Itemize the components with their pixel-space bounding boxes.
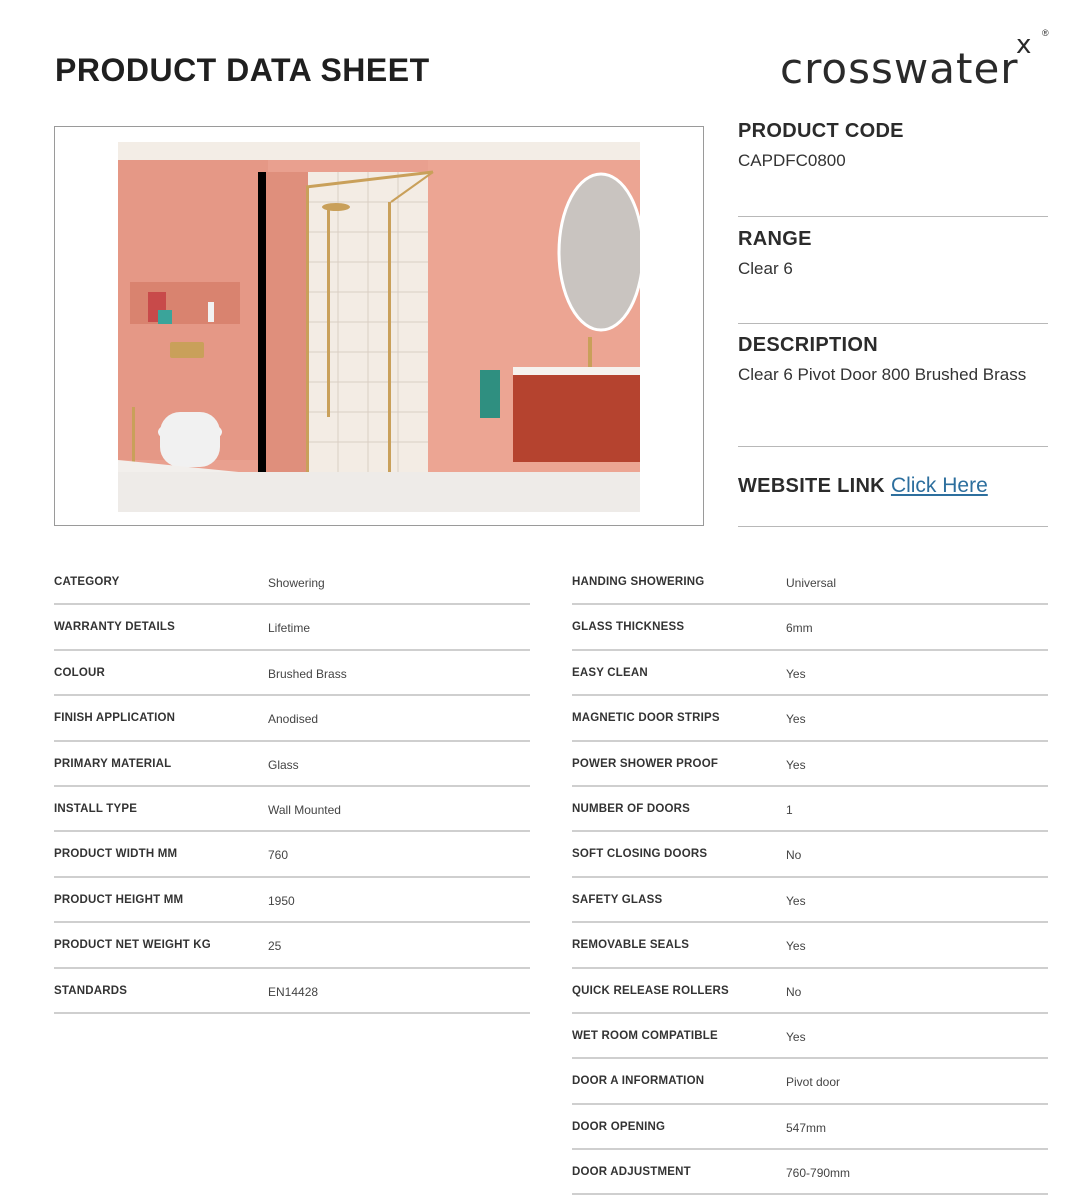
- table-row: [54, 560, 530, 605]
- product-image-frame: [54, 126, 704, 526]
- product-code-value: CAPDFC0800: [738, 151, 846, 170]
- spec-value: Anodised: [268, 712, 319, 727]
- divider: [738, 446, 1048, 447]
- brand-x-mark-icon: x: [1016, 30, 1032, 60]
- spec-value: No: [786, 984, 802, 999]
- spec-key: WARRANTY DETAILS: [54, 621, 175, 634]
- table-row: [572, 560, 1048, 605]
- website-link-block: [738, 474, 1048, 498]
- table-row: [572, 696, 1048, 741]
- spec-value: 760-790mm: [786, 1166, 851, 1181]
- table-row: [54, 969, 530, 1014]
- divider: [738, 216, 1048, 217]
- table-row: [572, 651, 1048, 696]
- spec-value: Brushed Brass: [268, 666, 347, 681]
- product-image: [118, 142, 640, 512]
- table-row: [54, 878, 530, 923]
- spec-table-right: [572, 560, 1048, 1195]
- table-row: [54, 742, 530, 787]
- divider: [738, 323, 1048, 324]
- spec-key: STANDARDS: [54, 984, 128, 997]
- table-row: [572, 969, 1048, 1014]
- table-row: [54, 832, 530, 877]
- brand-wordmark: crosswater: [780, 44, 1019, 93]
- spec-key: QUICK RELEASE ROLLERS: [572, 984, 729, 997]
- range-label: RANGE: [738, 228, 812, 250]
- brand-logo: [780, 28, 1050, 94]
- spec-value: Lifetime: [268, 621, 311, 636]
- spec-key: GLASS THICKNESS: [572, 621, 685, 634]
- spec-value: Yes: [786, 1029, 806, 1044]
- spec-value: Yes: [786, 666, 806, 681]
- spec-key: PRODUCT WIDTH MM: [54, 848, 178, 861]
- website-link[interactable]: Click Here: [890, 474, 988, 497]
- spec-value: 6mm: [786, 621, 813, 636]
- spec-key: MAGNETIC DOOR STRIPS: [572, 712, 720, 725]
- spec-value: 760: [268, 848, 289, 863]
- spec-key: SOFT CLOSING DOORS: [572, 848, 708, 861]
- table-row: [54, 605, 530, 650]
- table-row: [572, 923, 1048, 968]
- range-block: [738, 228, 1048, 279]
- spec-table-left: [54, 560, 530, 1014]
- table-row: [572, 832, 1048, 877]
- registered-mark: ®: [1042, 28, 1049, 38]
- table-row: [572, 1014, 1048, 1059]
- table-row: [572, 605, 1048, 650]
- spec-key: SAFETY GLASS: [572, 893, 663, 906]
- product-code-block: [738, 120, 1048, 171]
- spec-key: WET ROOM COMPATIBLE: [572, 1029, 718, 1042]
- spec-key: FINISH APPLICATION: [54, 712, 176, 725]
- spec-value: Showering: [268, 576, 325, 590]
- spec-key: PRODUCT NET WEIGHT KG: [54, 939, 211, 952]
- spec-key: DOOR OPENING: [572, 1120, 666, 1133]
- spec-key: PRIMARY MATERIAL: [54, 757, 172, 770]
- spec-value: Wall Mounted: [268, 802, 341, 817]
- table-row: [54, 923, 530, 968]
- table-row: [54, 651, 530, 696]
- spec-value: 1950: [268, 893, 295, 908]
- spec-value: 25: [268, 939, 282, 954]
- spec-value: 1: [786, 802, 793, 817]
- product-code-label: PRODUCT CODE: [738, 120, 904, 142]
- table-row: [572, 742, 1048, 787]
- spec-value: No: [786, 848, 802, 863]
- table-row: [572, 1105, 1048, 1150]
- spec-value: Glass: [268, 757, 299, 772]
- spec-key: CATEGORY: [54, 576, 120, 588]
- spec-key: POWER SHOWER PROOF: [572, 757, 719, 770]
- range-value: Clear 6: [738, 259, 793, 278]
- table-row: [54, 696, 530, 741]
- spec-value: EN14428: [268, 984, 319, 999]
- spec-key: DOOR A INFORMATION: [572, 1075, 705, 1088]
- description-block: [738, 334, 1048, 385]
- description-label: DESCRIPTION: [738, 334, 878, 356]
- spec-key: EASY CLEAN: [572, 666, 648, 679]
- spec-key: DOOR ADJUSTMENT: [572, 1166, 691, 1179]
- table-row: [54, 787, 530, 832]
- spec-value: Universal: [786, 576, 837, 590]
- spec-key: COLOUR: [54, 666, 106, 679]
- table-row: [572, 1150, 1048, 1195]
- description-value: Clear 6 Pivot Door 800 Brushed Brass: [738, 365, 1027, 384]
- website-link-label: WEBSITE LINK: [738, 475, 885, 497]
- table-row: [572, 787, 1048, 832]
- spec-value: Pivot door: [786, 1075, 841, 1090]
- spec-value: Yes: [786, 757, 806, 772]
- table-row: [572, 1059, 1048, 1104]
- page-title: PRODUCT DATA SHEET: [55, 52, 430, 88]
- spec-value: Yes: [786, 939, 806, 954]
- spec-key: PRODUCT HEIGHT MM: [54, 893, 184, 906]
- spec-key: NUMBER OF DOORS: [572, 802, 690, 815]
- spec-value: 547mm: [786, 1120, 827, 1135]
- table-row: [572, 878, 1048, 923]
- spec-key: REMOVABLE SEALS: [572, 939, 690, 952]
- divider: [738, 526, 1048, 527]
- spec-key: INSTALL TYPE: [54, 802, 138, 815]
- spec-key: HANDING SHOWERING: [572, 576, 705, 588]
- spec-value: Yes: [786, 712, 806, 727]
- spec-value: Yes: [786, 893, 806, 908]
